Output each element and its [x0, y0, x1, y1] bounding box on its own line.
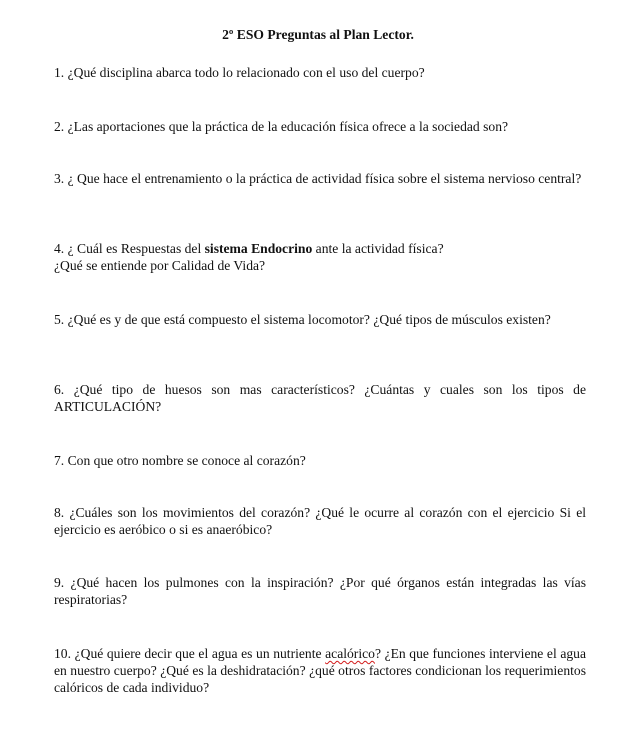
question-10: 10. ¿Qué quiere decir que el agua es un nutriente acalórico? ¿En que funciones interviene el agua en nuestro cuerpo? ¿Qué es la deshidratación? ¿qué otros factores condicionan los requerimientos calóricos de cada individuo? — [54, 646, 586, 695]
question-5: 5. ¿Qué es y de que está compuesto el sistema locomotor? ¿Qué tipos de músculos existen? — [54, 312, 551, 327]
question-9: 9. ¿Qué hacen los pulmones con la inspiración? ¿Por qué órganos están integradas las vías respiratorias? — [54, 575, 586, 607]
spellcheck-marked-word: acalórico — [325, 646, 375, 661]
question-2: 2. ¿Las aportaciones que la práctica de la educación física ofrece a la sociedad son? — [54, 119, 509, 134]
question-4-line-2: ¿Qué se entiende por Calidad de Vida? — [54, 258, 266, 273]
question-3: 3. ¿ Que hace el entrenamiento o la práctica de actividad física sobre el sistema nervioso central? — [54, 171, 582, 186]
question-8: 8. ¿Cuáles son los movimientos del corazón? ¿Qué le ocurre al corazón con el ejercicio Si el ejercicio es aeróbico o si es anaeróbico? — [54, 505, 586, 537]
question-1: 1. ¿Qué disciplina abarca todo lo relacionado con el uso del cuerpo? — [54, 65, 425, 80]
question-4 — [54, 240, 586, 274]
question-4-line-1: 4. ¿ Cuál es Respuestas del sistema Endocrino ante la actividad física? — [54, 241, 444, 256]
question-6: 6. ¿Qué tipo de huesos son mas característicos? ¿Cuántas y cuales son los tipos de ARTICULACIÓN? — [54, 382, 586, 414]
question-7: 7. Con que otro nombre se conoce al corazón? — [54, 453, 306, 468]
emphasis-text: sistema Endocrino — [204, 241, 313, 256]
page-title: 2º ESO Preguntas al Plan Lector. — [222, 27, 414, 42]
